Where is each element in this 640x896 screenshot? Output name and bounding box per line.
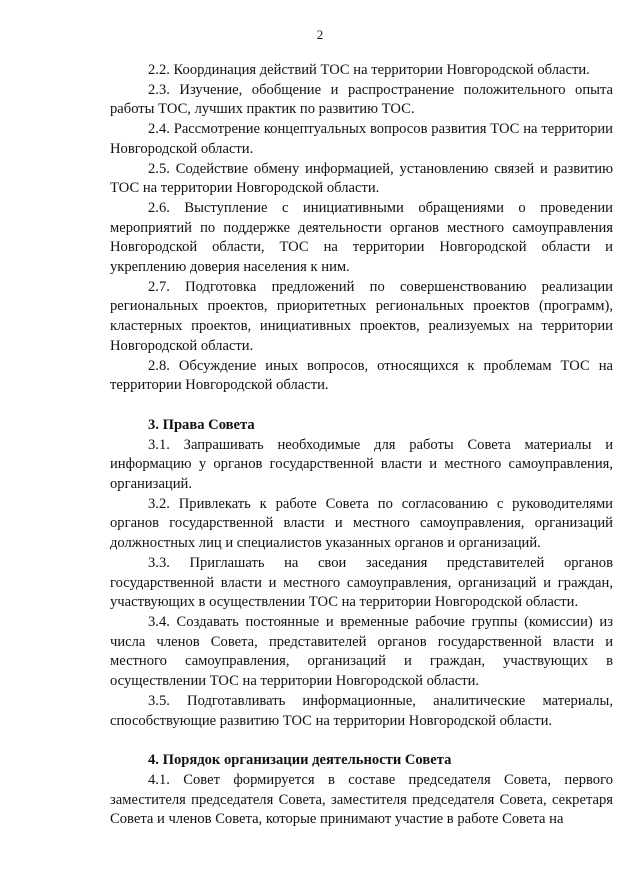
section-4-heading: 4. Порядок организации деятельности Совета bbox=[148, 752, 452, 769]
section-spacer bbox=[110, 396, 613, 416]
paragraph-3-2: 3.2. Привлекать к работе Совета по согласованию с руководителями органов государственной власти и местного самоуправления, организаций должностных лиц и специалистов указанных органов и организаций. bbox=[110, 495, 613, 552]
paragraph-3-4: 3.4. Создавать постоянные и временные рабочие группы (комиссии) из числа членов Совета, представителей органов государственной власти и местного самоуправления, организаций и граждан, участвующих в осуществлении ТОС на территории Новгородской области. bbox=[110, 613, 613, 690]
section-spacer bbox=[110, 731, 613, 751]
paragraph-3-5: 3.5. Подготавливать информационные, аналитические материалы, способствующие развитию ТОС на территории Новгородской области. bbox=[110, 692, 613, 729]
paragraph-2-8: 2.8. Обсуждение иных вопросов, относящихся к проблемам ТОС на территории Новгородской области. bbox=[110, 357, 613, 394]
paragraph-2-4: 2.4. Рассмотрение концептуальных вопросов развития ТОС на территории Новгородской области. bbox=[110, 121, 613, 157]
paragraph-2-5: 2.5. Содействие обмену информацией, установлению связей и развитию ТОС на территории Новгородской области. bbox=[110, 160, 613, 197]
paragraph-2-6: 2.6. Выступление с инициативными обращениями о проведении мероприятий по поддержке деятельности органов местного самоуправления Новгородской области, ТОС на территории Новгородской области и укреплению доверия населения к ним. bbox=[110, 199, 613, 276]
page-number: 2 bbox=[316, 27, 324, 42]
paragraph-3-1: 3.1. Запрашивать необходимые для работы Совета материалы и информацию у органов государственной власти и местного самоуправления, организаций. bbox=[110, 436, 613, 493]
section-3-heading: 3. Права Совета bbox=[148, 416, 255, 433]
paragraph-2-3: 2.3. Изучение, обобщение и распространение положительного опыта работы ТОС, лучших практик по развитию ТОС. bbox=[110, 81, 613, 118]
document-body bbox=[110, 61, 613, 830]
paragraph-2-7: 2.7. Подготовка предложений по совершенствованию реализации региональных проектов, приоритетных региональных проектов (программ), кластерных проектов, инициативных проектов, реализуемых на территории Новгородской области. bbox=[110, 278, 613, 354]
paragraph-3-3: 3.3. Приглашать на свои заседания представителей органов государственной власти и местного самоуправления, организаций и граждан, участвующих в осуществлении ТОС на территории Новгородской области. bbox=[110, 554, 613, 611]
paragraph-2-2: 2.2. Координация действий ТОС на территории Новгородской области. bbox=[148, 62, 590, 78]
paragraph-4-1: 4.1. Совет формируется в составе председателя Совета, первого заместителя председателя Совета, заместителя председателя Совета, секретаря Совета и членов Совета, которые принимают участие в работе Совета на bbox=[110, 771, 613, 828]
